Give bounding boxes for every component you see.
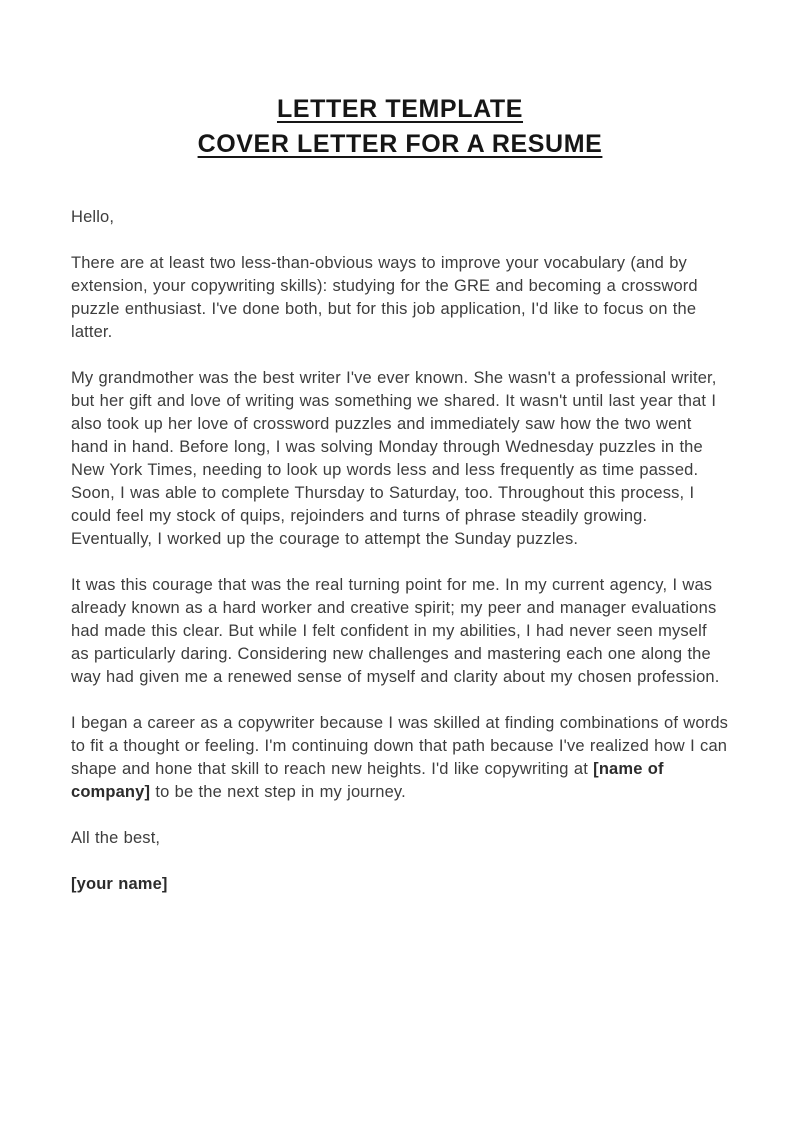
closing: All the best,	[71, 829, 161, 847]
paragraph-1: There are at least two less-than-obvious ways to improve your vocabulary (and by extension, your copywriting skills): studying for the GRE and becoming a crossword puzzle enthusiast. I've done both, but for this job application, I'd like to focus on the latter.	[71, 254, 698, 341]
paragraph-2: My grandmother was the best writer I've ever known. She wasn't a professional writer, but her gift and love of writing was something we shared. It wasn't until last year that I also took up her love of crossword puzzles and immediately saw how the two went hand in hand. Before long, I was solving Monday through Wednesday puzzles in the New York Times, needing to look up words less and less frequently as time passed. Soon, I was able to complete Thursday to Saturday, too. Throughout this process, I could feel my stock of quips, rejoinders and turns of phrase steadily growing. Eventually, I worked up the courage to attempt the Sunday puzzles.	[71, 369, 717, 548]
paragraph-4-text-after: to be the next step in my journey.	[150, 783, 406, 801]
paragraph-4	[71, 712, 729, 804]
signature-name-placeholder: [your name]	[71, 875, 168, 893]
greeting: Hello,	[71, 208, 115, 226]
letter-title-block	[71, 92, 729, 162]
paragraph-3: It was this courage that was the real turning point for me. In my current agency, I was already known as a hard worker and creative spirit; my peer and manager evaluations had made this clear. But while I felt confident in my abilities, I had never seen myself as particularly daring. Considering new challenges and mastering each one along the way had given me a renewed sense of myself and clarity about my chosen profession.	[71, 576, 720, 686]
title-line-1: LETTER TEMPLATE	[276, 95, 524, 123]
paragraph-4-text-before: I began a career as a copywriter because I was skilled at finding combinations of words to fit a thought or feeling. I'm continuing down that path because I've realized how I can shape and hone that skill to reach new heights. I'd like copywriting at	[71, 714, 729, 778]
company-name-placeholder: [name of company]	[71, 760, 664, 801]
letter-body	[71, 206, 729, 896]
title-line-2: COVER LETTER FOR A RESUME	[197, 130, 603, 158]
